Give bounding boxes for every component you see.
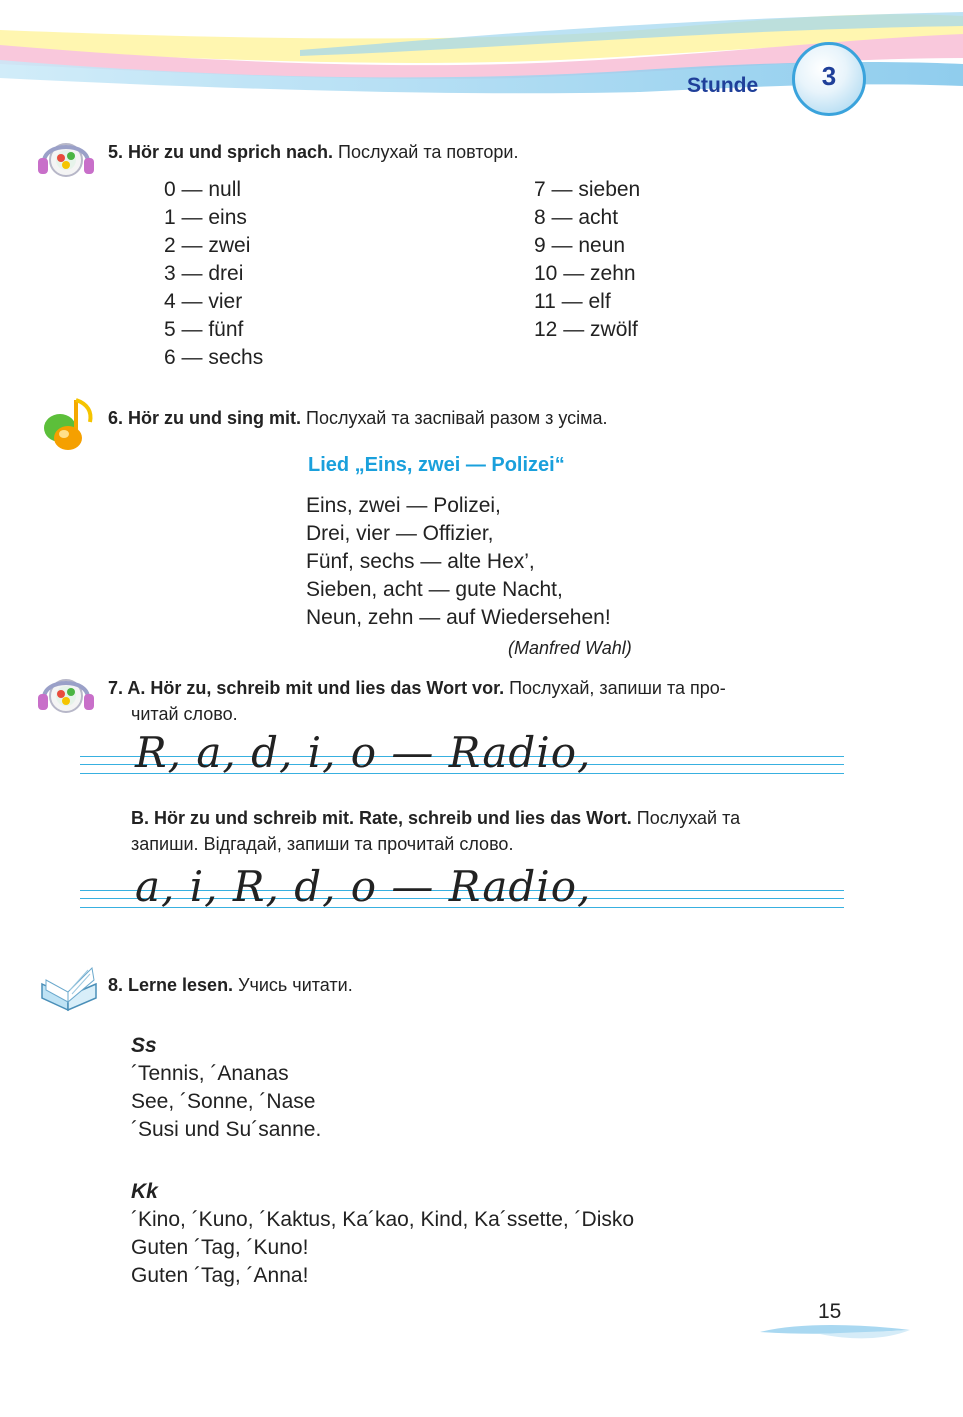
headphones-disc-icon	[34, 670, 98, 718]
lesson-number: 3	[821, 60, 837, 91]
lesson-label: Stunde	[687, 74, 759, 97]
reading-line: Guten ´Tag, ´Kuno!	[131, 1236, 309, 1259]
reading-line: ´Kino, ´Kuno, ´Kaktus, Ka´kao, Kind, Ka´ssette, ´Disko	[131, 1208, 635, 1231]
number-item: 6 — sechs	[164, 346, 264, 369]
task7b-title-bold: B. Hör zu und schreib mit. Rate, schreib und lies das Wort.	[131, 808, 632, 828]
page-number: 15	[818, 1300, 842, 1323]
song-title: Lied „Eins, zwei — Polizei“	[308, 454, 565, 476]
number-item: 0 — null	[164, 178, 242, 201]
numbers-column-2	[534, 176, 640, 344]
number-item: 11 — elf	[534, 290, 611, 313]
song-lyrics	[306, 492, 611, 632]
headphones-disc-icon	[34, 134, 98, 182]
number-item: 8 — acht	[534, 206, 619, 229]
song-line: Neun, zehn — auf Wiedersehen!	[306, 606, 611, 629]
task7a-title-bold: 7. A. Hör zu, schreib mit und lies das Wort vor.	[108, 678, 505, 698]
number-item: 10 — zehn	[534, 262, 636, 285]
number-item: 2 — zwei	[164, 234, 251, 257]
task6-instruction	[108, 405, 608, 431]
reading-block-ss	[131, 1032, 321, 1144]
song-line: Eins, zwei — Polizei,	[306, 494, 501, 517]
number-item: 5 — fünf	[164, 318, 244, 341]
task5-title-bold: 5. Hör zu und sprich nach.	[108, 142, 334, 162]
task7a-instruction	[108, 675, 726, 727]
numbers-column-1	[164, 176, 263, 372]
reading-line: ´Susi und Su´sanne.	[131, 1118, 322, 1141]
task7a-title-translation: Послухай, запиши та про-	[504, 678, 726, 698]
task8-title-translation: Учись читати.	[233, 975, 353, 995]
song-line: Sieben, acht — gute Nacht,	[306, 578, 563, 601]
number-item: 7 — sieben	[534, 178, 641, 201]
open-book-icon	[38, 962, 100, 1012]
number-item: 9 — neun	[534, 234, 626, 257]
footer-wave	[760, 1322, 910, 1344]
task8-title-bold: 8. Lerne lesen.	[108, 975, 234, 995]
reading-line: See, ´Sonne, ´Nase	[131, 1090, 316, 1113]
reading-heading-kk: Kk	[131, 1180, 158, 1203]
number-item: 1 — eins	[164, 206, 247, 229]
task7b-title-translation: Послухай та	[631, 808, 741, 828]
number-item: 3 — drei	[164, 262, 244, 285]
reading-line: ´Tennis, ´Ananas	[131, 1062, 289, 1085]
task7b-instruction	[131, 805, 740, 857]
task5-title-translation: Послухай та повтори.	[333, 142, 519, 162]
task6-title-bold: 6. Hör zu und sing mit.	[108, 408, 301, 428]
task8-instruction	[108, 972, 353, 998]
music-note-icon	[40, 394, 102, 456]
song-line: Drei, vier — Offizier,	[306, 522, 494, 545]
reading-block-kk	[131, 1178, 634, 1290]
number-item: 4 — vier	[164, 290, 243, 313]
reading-heading-ss: Ss	[131, 1034, 157, 1057]
task7a-line2: читай слово.	[131, 704, 238, 724]
lesson-number-badge	[792, 42, 866, 116]
task6-title-translation: Послухай та заспівай разом з усіма.	[301, 408, 608, 428]
task5-instruction	[108, 139, 518, 165]
song-line: Fünf, sechs — alte Hex’,	[306, 550, 535, 573]
handwriting-answer-a: R, a, d, i, o — Radio,	[135, 728, 592, 777]
reading-line: Guten ´Tag, ´Anna!	[131, 1264, 309, 1287]
number-item: 12 — zwölf	[534, 318, 638, 341]
task7b-line2: запиши. Відгадай, запиши та прочитай слово.	[131, 834, 514, 854]
song-author: (Manfred Wahl)	[508, 638, 632, 658]
handwriting-answer-b: a, i, R, d, o — Radio,	[135, 862, 592, 911]
